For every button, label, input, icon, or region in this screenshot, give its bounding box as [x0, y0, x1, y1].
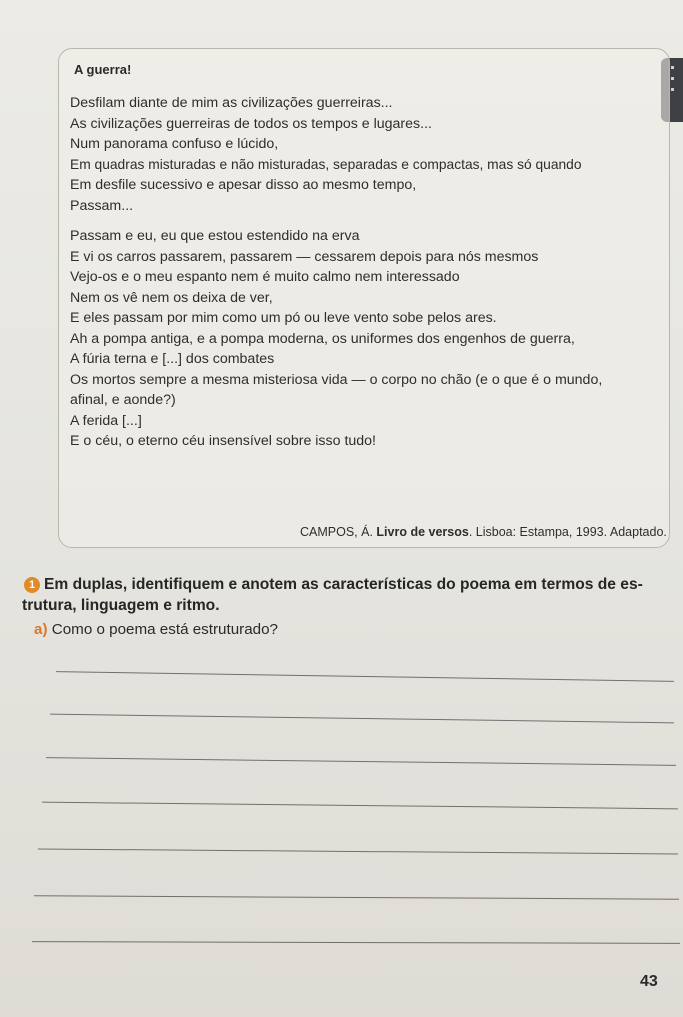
question-line-1: Em duplas, identifiquem e anotem as características do poema em termos de es- — [44, 576, 643, 593]
answer-line-5[interactable] — [38, 848, 678, 854]
poem-line: E eles passam por mim como um pó ou leve vento sobe pelos ares. — [70, 310, 497, 326]
answer-line-1[interactable] — [56, 671, 674, 682]
poem-line: Passam... — [70, 197, 134, 214]
answer-line-7[interactable] — [32, 941, 680, 944]
poem-line: As civilizações guerreiras de todos os tempos e lugares... — [70, 115, 432, 132]
poem-line: Desfilam diante de mim as civilizações guerreiras... — [70, 95, 393, 111]
citation-author: CAMPOS, Á. — [300, 525, 373, 539]
poem-line: Nem os vê nem os deixa de ver, — [70, 289, 273, 306]
answer-line-6[interactable] — [34, 895, 679, 899]
poem-line: Ah a pompa antiga, e a pompa moderna, os uniformes dos engenhos de guerra, — [70, 330, 575, 347]
subquestion-a — [34, 621, 278, 638]
poem-citation — [300, 525, 667, 539]
subquestion-letter: a) — [34, 621, 48, 638]
answer-line-3[interactable] — [46, 757, 676, 766]
poem-line: A ferida [...] — [70, 412, 142, 429]
poem-line: E o céu, o eterno céu insensível sobre isso tudo! — [70, 433, 377, 449]
poem-line: A fúria terna e [...] dos combates — [70, 351, 275, 367]
question-text — [22, 574, 664, 616]
poem-stanza-1 — [70, 93, 660, 216]
poem-text — [70, 93, 660, 462]
poem-line: Em quadras misturadas e não misturadas, separadas e compactas, mas só quando — [70, 156, 582, 172]
poem-line: Os mortos sempre a mesma misteriosa vida — o corpo no chão (e o que é o mundo, afinal, e aonde?) — [70, 371, 603, 408]
poem-line: Num panorama confuso e lúcido, — [70, 136, 279, 152]
poem-line: E vi os carros passarem, passarem — cessarem depois para nós mesmos — [70, 248, 539, 265]
citation-rest: . Lisboa: Estampa, 1993. Adaptado. — [468, 525, 667, 539]
poem-line: Vejo-os e o meu espanto nem é muito calmo nem interessado — [70, 269, 460, 285]
answer-line-4[interactable] — [42, 802, 678, 810]
poem-stanza-2 — [70, 226, 660, 452]
question-line-2: trutura, linguagem e ritmo. — [22, 597, 220, 614]
poem-line: Passam e eu, eu que estou estendido na erva — [70, 228, 360, 244]
poem-line: Em desfile sucessivo e apesar disso ao mesmo tempo, — [70, 177, 417, 193]
citation-work: Livro de versos — [376, 525, 469, 539]
question-number-badge: 1 — [24, 577, 40, 593]
page-number: 43 — [640, 973, 658, 990]
subquestion-text: Como o poema está estruturado? — [51, 621, 279, 638]
answer-line-2[interactable] — [50, 714, 674, 724]
poem-title: A guerra! — [74, 62, 132, 77]
